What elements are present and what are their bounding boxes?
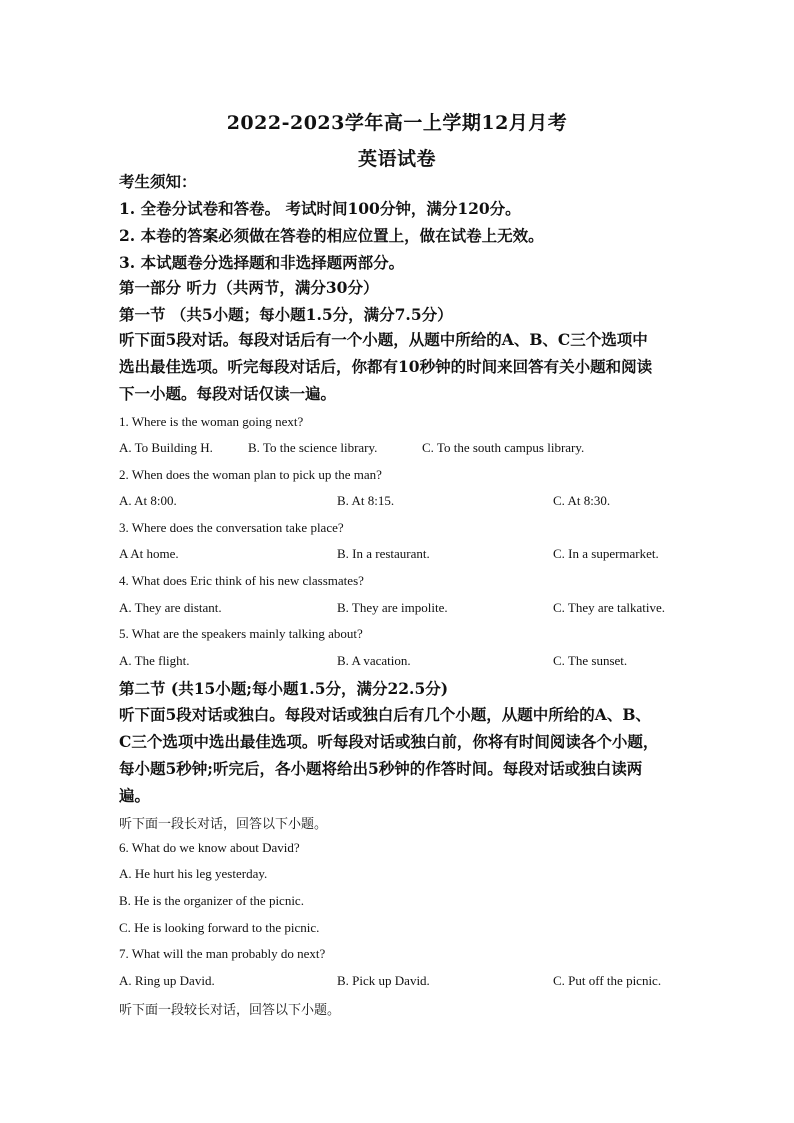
option-c: C. The sunset. xyxy=(553,653,628,668)
question-3-options xyxy=(119,546,719,564)
directions-line: 每小题5秒钟;听完后，各小题将给出5秒钟的作答时间。每段对话或独白读两 xyxy=(119,759,643,778)
question-2-options xyxy=(119,493,719,511)
option-b: B. In a restaurant. xyxy=(337,546,430,561)
option-c: C. To the south campus library. xyxy=(422,440,585,455)
option-c: C. At 8:30. xyxy=(553,493,611,508)
directions-line: 听下面5段对话或独白。每段对话或独白后有几个小题，从题中所给的A、B、 xyxy=(119,705,651,724)
question-6-option-b: B. He is the organizer of the picnic. xyxy=(119,893,304,908)
exam-subtitle: 英语试卷 xyxy=(357,148,436,170)
listening-note: 听下面一段长对话，回答以下小题。 xyxy=(119,817,328,832)
question-3: 3. Where does the conversation take place? xyxy=(119,520,344,535)
instruction-item-2: 2. 本卷的答案必须做在答卷的相应位置上，做在试卷上无效。 xyxy=(119,226,544,245)
question-1-options xyxy=(119,440,719,458)
option-b: B. A vacation. xyxy=(337,653,411,668)
section2-directions xyxy=(119,701,679,809)
question-6-option-c: C. He is looking forward to the picnic. xyxy=(119,920,320,935)
question-5: 5. What are the speakers mainly talking about? xyxy=(119,626,363,641)
option-a: A. They are distant. xyxy=(119,600,222,615)
section1-heading: 第一节 （共5小题；每小题1.5分，满分7.5分） xyxy=(119,305,453,324)
option-b: B. Pick up David. xyxy=(337,973,430,988)
directions-line: 选出最佳选项。听完每段对话后，你都有10秒钟的时间来回答有关小题和阅读 xyxy=(119,357,653,376)
question-6-option-a: A. He hurt his leg yesterday. xyxy=(119,866,268,881)
part1-heading: 第一部分 听力（共两节，满分30分） xyxy=(119,278,379,297)
option-c: C. Put off the picnic. xyxy=(553,973,662,988)
directions-line: 下一小题。每段对话仅读一遍。 xyxy=(119,384,337,403)
option-a: A. At 8:00. xyxy=(119,493,177,508)
option-a: A. To Building H. xyxy=(119,440,213,455)
question-4: 4. What does Eric think of his new classmates? xyxy=(119,573,364,588)
directions-line: C三个选项中选出最佳选项。听每段对话或独白前，你将有时间阅读各个小题， xyxy=(119,732,659,751)
question-6: 6. What do we know about David? xyxy=(119,840,300,855)
section2-heading: 第二节 (共15小题;每小题1.5分，满分22.5分) xyxy=(119,679,449,698)
question-4-options xyxy=(119,600,719,618)
instruction-item-1: 1. 全卷分试卷和答卷。 考试时间100分钟，满分120分。 xyxy=(119,199,521,218)
directions-line: 听下面5段对话。每段对话后有一个小题，从题中所给的A、B、C三个选项中 xyxy=(119,330,648,349)
directions-line: 遍。 xyxy=(119,786,151,805)
exam-title: 2022-2023学年高一上学期12月月考 xyxy=(226,112,568,134)
question-1: 1. Where is the woman going next? xyxy=(119,414,304,429)
question-2: 2. When does the woman plan to pick up the man? xyxy=(119,467,382,482)
question-7: 7. What will the man probably do next? xyxy=(119,946,326,961)
instruction-item-3: 3. 本试题卷分选择题和非选择题两部分。 xyxy=(119,253,405,272)
option-a: A. The flight. xyxy=(119,653,190,668)
option-c: C. They are talkative. xyxy=(553,600,666,615)
option-b: B. At 8:15. xyxy=(337,493,395,508)
question-7-options xyxy=(119,973,719,991)
option-b: B. To the science library. xyxy=(248,440,378,455)
option-a: A. Ring up David. xyxy=(119,973,215,988)
instructions-heading: 考生须知： xyxy=(119,172,197,191)
section1-directions xyxy=(119,326,679,407)
question-5-options xyxy=(119,653,719,671)
listening-note: 听下面一段较长对话，回答以下小题。 xyxy=(119,1003,341,1018)
option-c: C. In a supermarket. xyxy=(553,546,659,561)
option-b: B. They are impolite. xyxy=(337,600,448,615)
option-a: A At home. xyxy=(119,546,179,561)
